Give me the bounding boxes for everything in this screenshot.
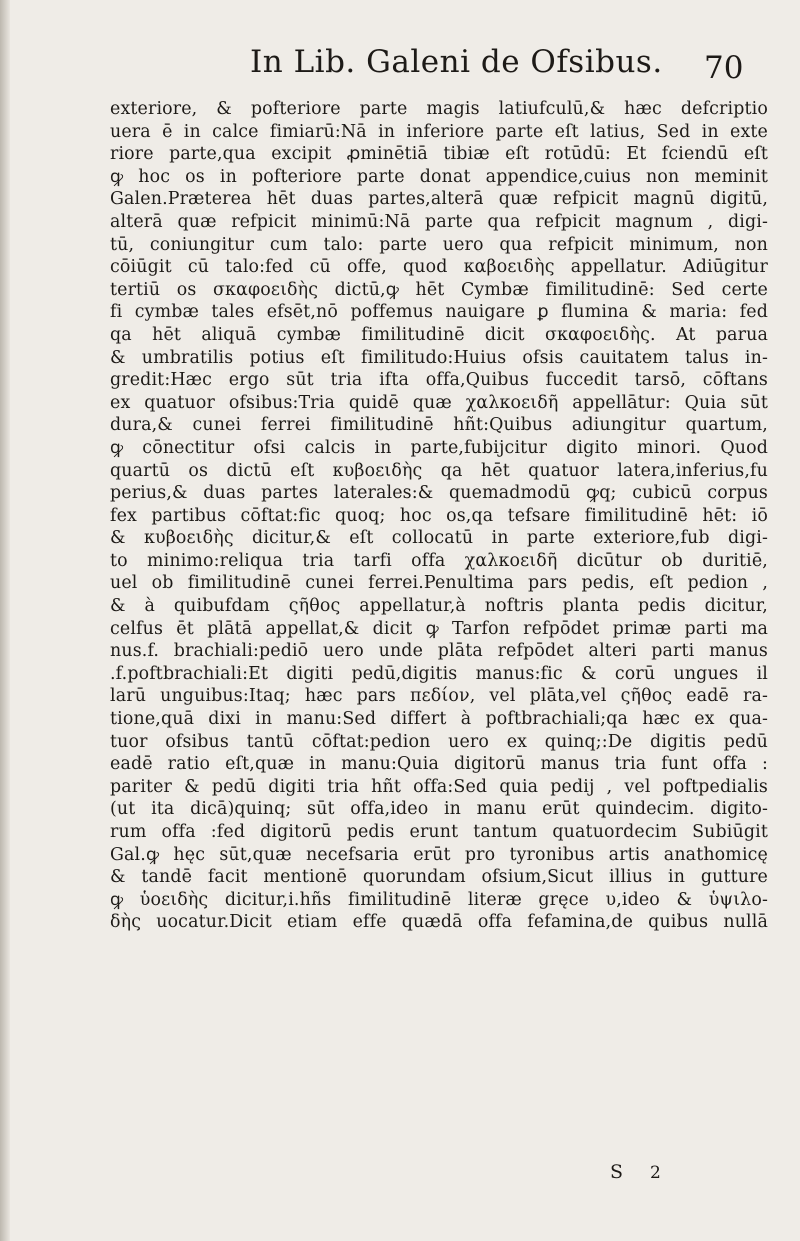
text-line: alterā quæ refpicit minimū:Nā parte qua refpicit magnum , digi- bbox=[110, 211, 768, 232]
text-line: larū unguibus:Itaq; hæc pars πεδίον, vel plāta,vel ςῆθος eadē ra- bbox=[110, 686, 768, 707]
page-number: 70 bbox=[704, 50, 744, 86]
text-line: fex partibus cōftat:fic quoq; hoc os,qa tefsare fimilitudinē hēt: iō bbox=[110, 505, 768, 526]
text-line: to minimo:reliqua tria tarfi offa χαλκοειδῆ dicūtur ob duritiē, bbox=[110, 550, 768, 571]
text-line: tione,quā dixi in manu:Sed differt à poftbrachiali;qa hæc ex qua- bbox=[110, 709, 768, 730]
text-line: & tandē facit mentionē quorundam ofsium,Sicut illius in gutture bbox=[110, 867, 768, 888]
text-line: tū, coniungitur cum talo: parte uero qua refpicit minimum, non bbox=[110, 234, 768, 255]
text-line: Galen.Præterea hēt duas partes,alterā quæ refpicit magnū digitū, bbox=[110, 189, 768, 210]
signature-number: 2 bbox=[650, 1163, 661, 1183]
text-line: fi cymbæ tales efsēt,nō poffemus nauigare ꝑ flumina & maria: fed bbox=[110, 302, 768, 323]
text-line: perius,& duas partes laterales:& quemadmodū ꝙq; cubicū corpus bbox=[110, 483, 768, 504]
text-line: Gal.ꝙ hęc sūt,quæ necefsaria erūt pro tyronibus artis anathomicę bbox=[110, 844, 768, 865]
running-title: In Lib. Galeni de Ofsibus. bbox=[250, 44, 663, 80]
text-line: dura,& cunei ferrei fimilitudinē hñt:Quibus adiungitur quartum, bbox=[110, 415, 768, 436]
page-gutter-shadow bbox=[0, 0, 10, 1241]
running-head bbox=[0, 44, 800, 94]
text-line: nus.f. brachiali:pediō uero unde plāta refpōdet alteri parti manus bbox=[110, 641, 768, 662]
text-line: ꝙ cōnectitur ofsi calcis in parte,fubijcitur digito minori. Quod bbox=[110, 437, 768, 458]
text-line: cōiūgit cū talo:fed cū offe, quod καβοειδὴς appellatur. Adiūgitur bbox=[110, 257, 768, 278]
text-line: uera ē in calce fimiarū:Nā in inferiore parte eſt latius, Sed in exte bbox=[110, 121, 768, 142]
text-line: δὴς uocatur.Dicit etiam effe quædā offa fefamina,de quibus nullā bbox=[110, 912, 768, 933]
text-line: tertiū os σκαφοειδὴς dictū,ꝙ hēt Cymbæ fimilitudinē: Sed certe bbox=[110, 279, 768, 300]
text-line: & κυβοειδὴς dicitur,& eſt collocatū in parte exteriore,fub digi- bbox=[110, 528, 768, 549]
body-text bbox=[110, 98, 768, 934]
text-line: gredit:Hæc ergo sūt tria ifta offa,Quibus fuccedit tarsō, cōftans bbox=[110, 370, 768, 391]
text-line: .f.poftbrachiali:Et digiti pedū,digitis manus:fic & corū ungues il bbox=[110, 663, 768, 684]
text-line: ꝙ hoc os in pofteriore parte donat appendice,cuius non meminit bbox=[110, 166, 768, 187]
text-line: (ut ita dicā)quinq; sūt offa,ideo in manu erūt quindecim. digito- bbox=[110, 799, 768, 820]
text-line: exteriore, & pofteriore parte magis latiufculū,& hæc defcriptio bbox=[110, 99, 768, 119]
text-line: qa hēt aliquā cymbæ fimilitudinē dicit σκαφοειδὴς. At parua bbox=[110, 324, 768, 345]
text-line: tuor ofsibus tantū cōftat:pedion uero ex quinq;:De digitis pedū bbox=[110, 731, 768, 752]
text-line: ꝙ ὑοειδὴς dicitur,i.hñs fimilitudinē literæ gręce υ,ideo & ὑψιλο- bbox=[110, 889, 768, 910]
signature-letter: S bbox=[610, 1161, 624, 1183]
text-line: & à quibufdam ςῆθος appellatur,à noftris planta pedis dicitur, bbox=[110, 596, 768, 617]
text-line: & umbratilis potius eſt fimilitudo:Huius ofsis cauitatem talus in- bbox=[110, 347, 768, 368]
text-line: riore parte,qua excipit ꝓminētiā tibiæ eſt rotūdū: Et fciendū eſt bbox=[110, 144, 768, 165]
text-line: eadē ratio eſt,quæ in manu:Quia digitorū manus tria funt offa : bbox=[110, 754, 768, 775]
text-line: rum offa :fed digitorū pedis erunt tantum quatuordecim Subiūgit bbox=[110, 822, 768, 842]
text-line: ex quatuor ofsibus:Tria quidē quæ χαλκοειδῆ appellātur: Quia sūt bbox=[110, 392, 768, 413]
text-line: pariter & pedū digiti tria hñt offa:Sed quia pedij , vel poftpedialis bbox=[110, 776, 768, 797]
text-line: uel ob fimilitudinē cunei ferrei.Penultima pars pedis, eſt pedion , bbox=[110, 573, 768, 594]
text-line: quartū os dictū eſt κυβοειδὴς qa hēt quatuor latera,inferius,fu bbox=[110, 460, 768, 481]
text-line: celfus ēt plātā appellat,& dicit ꝙ Tarfon refpōdet primæ parti ma bbox=[110, 618, 768, 639]
